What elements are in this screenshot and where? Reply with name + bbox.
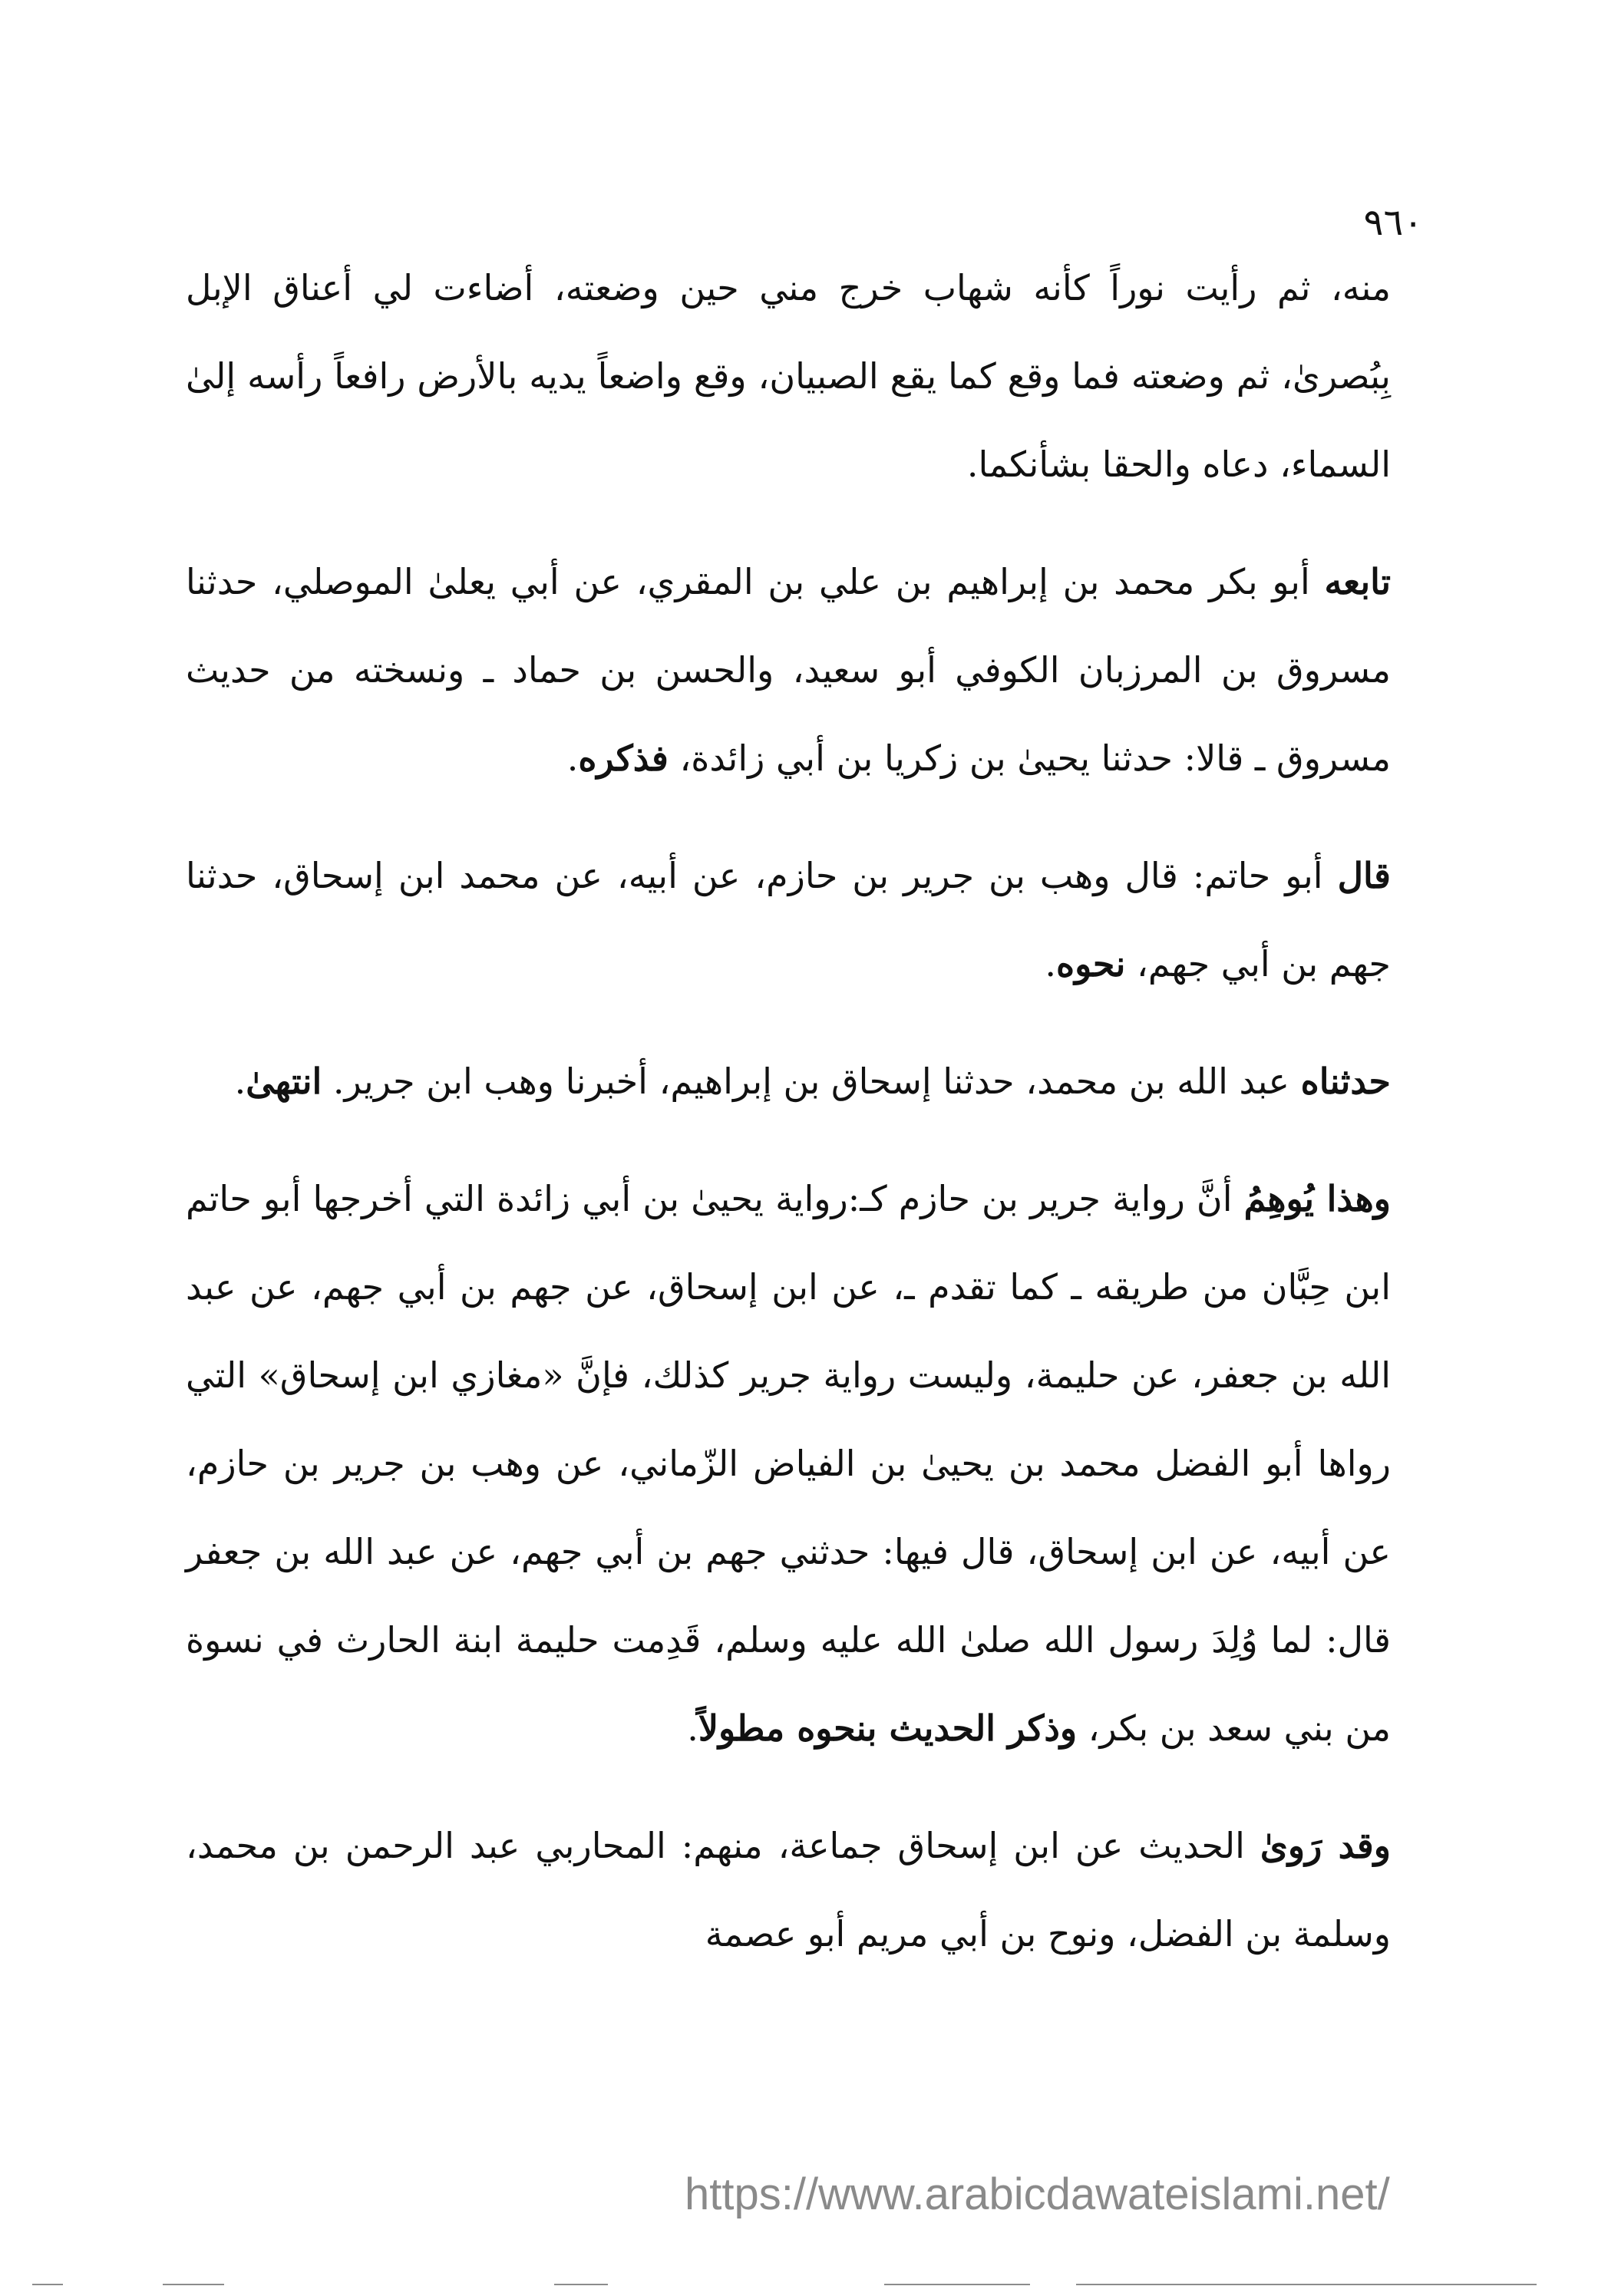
bold-phrase: قال bbox=[1337, 855, 1391, 896]
text-run: . bbox=[1045, 943, 1057, 985]
bold-phrase: انتهىٰ bbox=[246, 1061, 322, 1102]
bold-phrase: وذكر الحديث بنحوه مطولاً bbox=[698, 1707, 1078, 1749]
paragraph bbox=[186, 1155, 1391, 1773]
text-run: الحديث عن ابن إسحاق جماعة، منهم: المحاربي عبد الرحمن بن محمد، وسلمة بن الفضل، ونوح بن أبي مريم أبو عصمة bbox=[186, 1825, 1391, 1955]
bold-phrase: نحوه bbox=[1056, 943, 1126, 985]
scan-mark bbox=[32, 2284, 63, 2285]
text-run: . bbox=[687, 1707, 698, 1749]
paragraph bbox=[186, 1037, 1391, 1126]
text-run: أبو حاتم: قال وهب بن جرير بن حازم، عن أبيه، عن محمد ابن إسحاق، حدثنا جهم بن أبي جهم، bbox=[186, 855, 1391, 985]
bold-phrase: فذكره bbox=[578, 737, 669, 779]
scan-mark bbox=[884, 2284, 1030, 2285]
text-run: منه، ثم رأيت نوراً كأنه شهاب خرج مني حين وضعته، أضاءت لي أعناق الإبل بِبُصرىٰ، ثم وضعته فما وقع كما يقع الصبيان، وقع واضعاً يديه بالأرض رافعاً رأسه إلىٰ السماء، دعاه والحقا بشأنكما. bbox=[186, 267, 1391, 485]
paragraph bbox=[186, 538, 1391, 803]
text-run: . bbox=[566, 737, 579, 779]
bold-phrase: حدثناه bbox=[1300, 1061, 1391, 1102]
scan-mark bbox=[1076, 2284, 1537, 2285]
paragraph bbox=[186, 1802, 1391, 1978]
body-text bbox=[186, 244, 1391, 2007]
text-run: . bbox=[234, 1061, 246, 1102]
paragraph bbox=[186, 832, 1391, 1008]
bold-phrase: تابعه bbox=[1324, 561, 1391, 602]
text-run: أنَّ رواية جرير بن حازم كـ:رواية يحيىٰ بن أبي زائدة التي أخرجها أبو حاتم ابن حِبَّان من طريقه ـ كما تقدم ـ، عن ابن إسحاق، عن جهم بن أبي جهم، عن عبد الله بن جعفر، عن حليمة، وليست رواية جرير كذلك، فإنَّ «مغازي ابن إسحاق» التي رواها أبو الفضل محمد بن يحيىٰ بن الفياض الزّماني، عن وهب بن جرير بن حازم، عن أبيه، عن ابن إسحاق، قال فيها: حدثني جهم بن أبي جهم، عن عبد الله بن جعفر قال: لما وُلِدَ رسول الله صلىٰ الله عليه وسلم، قَدِمت حليمة ابنة الحارث في نسوة من بني سعد بن بكر، bbox=[186, 1178, 1391, 1749]
bold-phrase: وهذا يُوهِمُ bbox=[1243, 1178, 1391, 1219]
watermark-url: https://www.arabicdawateislami.net/ bbox=[685, 2169, 1390, 2219]
text-run: عبد الله بن محمد، حدثنا إسحاق بن إبراهيم، أخبرنا وهب ابن جرير. bbox=[322, 1061, 1301, 1102]
bold-phrase: وقد رَوىٰ bbox=[1260, 1825, 1392, 1866]
page-number: ٩٦٠ bbox=[1363, 201, 1423, 244]
text-run: أبو بكر محمد بن إبراهيم بن علي بن المقري، عن أبي يعلىٰ الموصلي، حدثنا مسروق بن المرزبان الكوفي أبو سعيد، والحسن بن حماد ـ ونسخته من حديث مسروق ـ قالا: حدثنا يحيىٰ بن زكريا بن أبي زائدة، bbox=[186, 561, 1391, 779]
paragraph bbox=[186, 244, 1391, 509]
scan-mark bbox=[163, 2284, 224, 2285]
scan-mark bbox=[554, 2284, 608, 2285]
